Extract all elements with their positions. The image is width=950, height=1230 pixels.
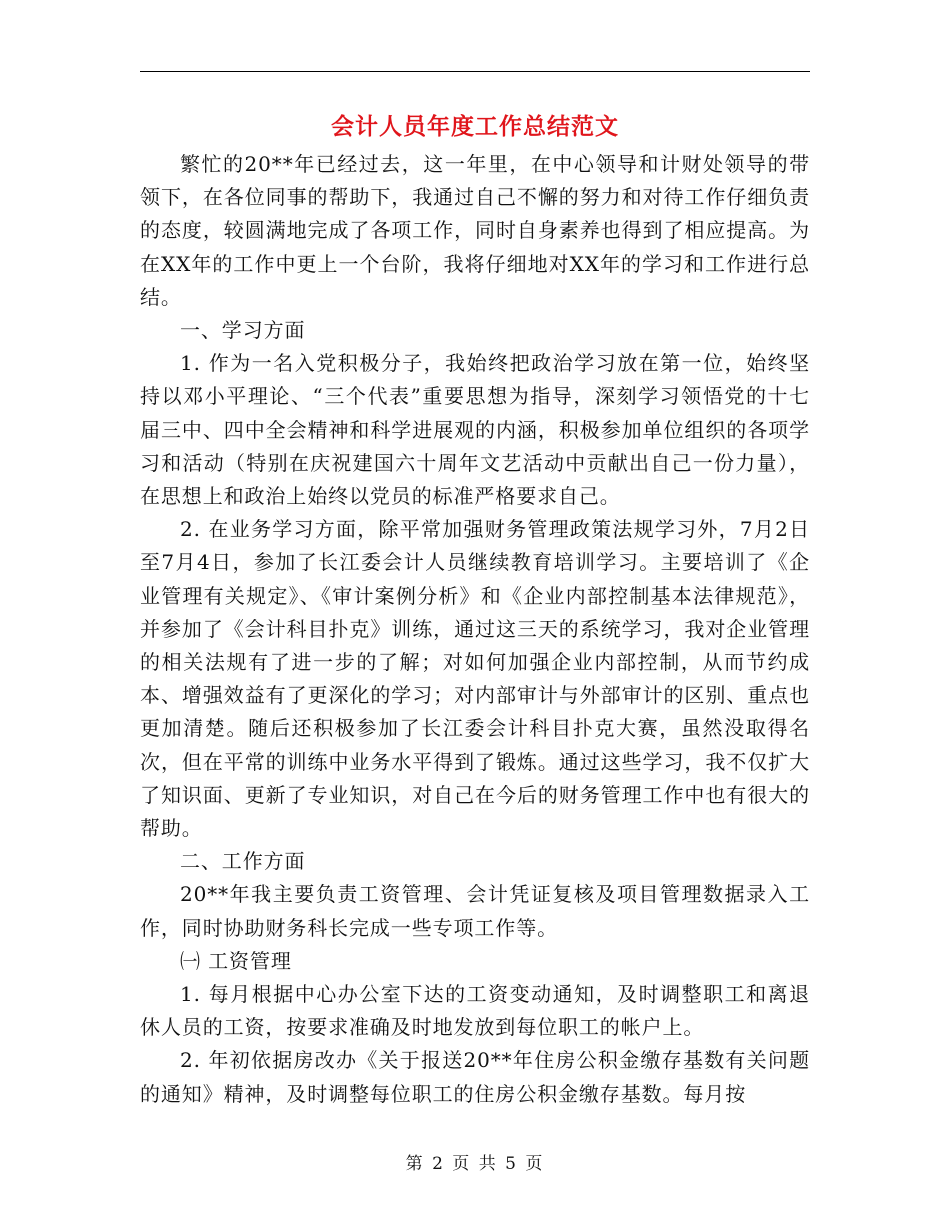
work-summary-paragraph: 20**年我主要负责工资管理、会计凭证复核及项目管理数据录入工作，同时协助财务科长完成一些专项工作等。 [140, 882, 810, 940]
document-title: 会计人员年度工作总结范文 [331, 113, 619, 140]
section-heading-study: 一、学习方面 [180, 318, 306, 343]
subsection-heading-payroll: ㈠ 工资管理 [180, 948, 292, 973]
study-item-1: 1. 作为一名入党积极分子，我始终把政治学习放在第一位，始终坚持以邓小平理论、“三个代表”重要思想为指导，深刻学习领悟党的十七届三中、四中全会精神和科学进展观的内涵，积极参加单位组织的各项学习和活动（特别在庆祝建国六十周年文艺活动中贡献出自己一份力量），在思想上和政治上始终以党员的标准严格要求自己。 [140, 351, 810, 509]
document-body [140, 148, 810, 1111]
page-number-footer: 第 2 页 共 5 页 [405, 1154, 545, 1174]
payroll-item-1: 1. 每月根据中心办公室下达的工资变动通知，及时调整职工和离退休人员的工资，按要求准确及时地发放到每位职工的帐户上。 [140, 982, 810, 1040]
intro-paragraph: 繁忙的20**年已经过去，这一年里，在中心领导和计财处领导的带领下，在各位同事的帮助下，我通过自己不懈的努力和对待工作仔细负责的态度，较圆满地完成了各项工作，同时自身素养也得到了相应提高。为在XX年的工作中更上一个台阶，我将仔细地对XX年的学习和工作进行总结。 [140, 152, 810, 309]
study-item-2: 2. 在业务学习方面，除平常加强财务管理政策法规学习外，7月2日至7月4日，参加了长江委会计人员继续教育培训学习。主要培训了《企业管理有关规定》、《审计案例分析》和《企业内部控制基本法律规范》，并参加了《会计科目扑克》训练，通过这三天的系统学习，我对企业管理的相关法规有了进一步的了解；对如何加强企业内部控制，从而节约成本、增强效益有了更深化的学习；对内部审计与外部审计的区别、重点也更加清楚。随后还积极参加了长江委会计科目扑克大赛，虽然没取得名次，但在平常的训练中业务水平得到了锻炼。通过这些学习，我不仅扩大了知识面、更新了专业知识，对自己在今后的财务管理工作中也有很大的帮助。 [140, 517, 810, 841]
header-rule [140, 71, 810, 72]
section-heading-work: 二、工作方面 [180, 849, 306, 874]
payroll-item-2: 2. 年初依据房改办《关于报送20**年住房公积金缴存基数有关问题的通知》精神，及时调整每位职工的住房公积金缴存基数。每月按 [140, 1048, 810, 1106]
